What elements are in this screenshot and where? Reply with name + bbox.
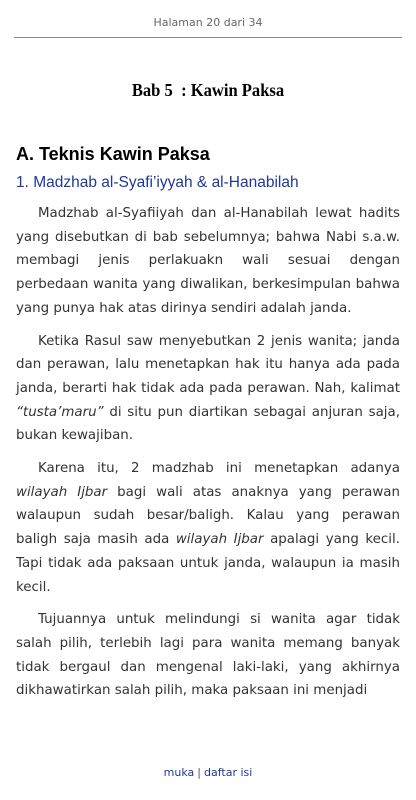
- header-divider: [14, 37, 402, 38]
- paragraph-2-text-a: Ketika Rasul saw menyebutkan 2 jenis wanita; janda dan perawan, lalu menetapkan hak itu hanya ada pada janda, berarti hak tidak ada pada perawan. Nah, kalimat: [16, 333, 400, 396]
- paragraph-2: [16, 330, 400, 449]
- chapter-title: Bab 5 : Kawin Paksa: [131, 80, 285, 100]
- paragraph-3-text-c: apalagi yang kecil. Tapi tidak ada paksaan untuk janda, walaupun ia masih kecil.: [16, 532, 400, 595]
- table-of-contents-link[interactable]: daftar isi: [204, 766, 253, 779]
- paragraph-3-text-a: Karena itu, 2 madzhab ini menetapkan adanya: [38, 461, 400, 477]
- body-text: [16, 202, 400, 712]
- paragraph-3-text-b: bagi wali atas anaknya yang perawan walaupun sudah besar/baligh. Kalau yang perawan baligh saja masih ada: [16, 484, 400, 548]
- section-heading: A. Teknis Kawin Paksa: [16, 144, 210, 164]
- paragraph-2-italic-term: “tusta’maru”: [16, 404, 104, 420]
- page-footer-nav: [0, 766, 416, 779]
- home-link[interactable]: muka: [163, 766, 195, 779]
- page-number-header: Halaman 20 dari 34: [153, 16, 263, 29]
- subsection-heading: 1. Madzhab al-Syafi’iyyah & al-Hanabilah: [16, 174, 299, 191]
- paragraph-4: Tujuannya untuk melindungi si wanita agar tidak salah pilih, terlebih lagi para wanita memang banyak tidak bergaul dan mengenal laki-laki, yang akhirnya dikhawatirkan salah pilih, maka paksaan ini menjadi: [16, 612, 400, 699]
- paragraph-3-italic-term-1: wilayah Ijbar: [16, 484, 108, 500]
- paragraph-1: Madzhab al-Syafiiyah dan al-Hanabilah lewat hadits yang disebutkan di bab sebelumnya; bahwa Nabi s.a.w. membagi jenis perlakuakn wali sesuai dengan perbedaan wanita yang diwalikan, berkesimpulan bahwa yang punya hak atas dirinya sendiri adalah janda.: [16, 206, 400, 316]
- paragraph-3: [16, 457, 400, 599]
- paragraph-2-text-b: di situ pun diartikan sebagai anjuran saja, bukan kewajiban.: [16, 404, 400, 444]
- paragraph-3-italic-term-2: wilayah Ijbar: [175, 532, 264, 548]
- footer-separator: |: [197, 766, 201, 779]
